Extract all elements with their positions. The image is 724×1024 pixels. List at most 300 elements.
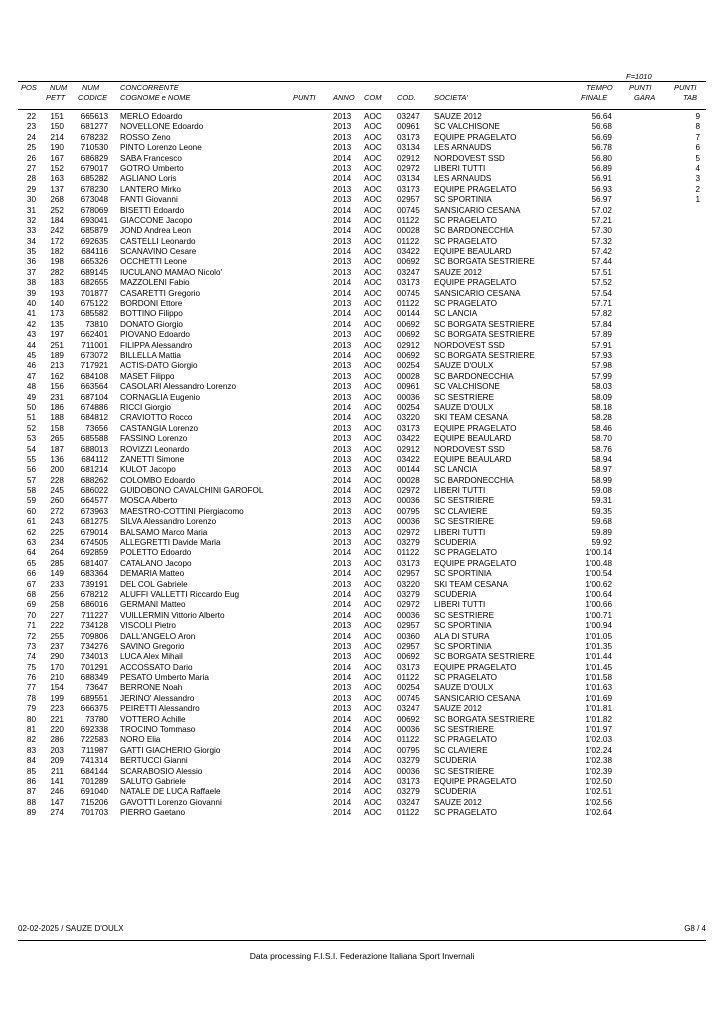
table-row	[0, 382, 724, 392]
cell-anno: 2013	[333, 444, 352, 454]
cell-punti-tab: 2	[695, 184, 700, 194]
cell-com: AOC	[364, 423, 382, 433]
cell-codice: 678212	[80, 589, 108, 599]
cell-cod: 00254	[397, 683, 420, 693]
cell-pett: 147	[50, 797, 64, 807]
cell-pett: 141	[50, 777, 64, 786]
table-row	[0, 756, 724, 766]
cell-name: BERTUCCI Gianni	[120, 756, 188, 766]
cell-societa: EQUIPE PRAGELATO	[434, 184, 517, 194]
cell-name: PIOVANO Edoardo	[120, 330, 190, 340]
cell-pos: 66	[26, 569, 36, 579]
table-row	[0, 725, 724, 735]
cell-codice: 709806	[80, 631, 108, 641]
cell-pos: 46	[26, 361, 36, 371]
cell-com: AOC	[364, 444, 382, 454]
cell-pett: 183	[50, 278, 64, 288]
cell-codice: 701703	[80, 808, 108, 818]
cell-com: AOC	[364, 319, 382, 329]
cell-pos: 73	[26, 641, 36, 651]
cell-anno: 2013	[333, 652, 352, 662]
table-row	[0, 247, 724, 257]
cell-name: CORNAGLIA Eugenio	[120, 392, 201, 402]
cell-anno: 2014	[333, 205, 352, 215]
cell-pos: 87	[26, 787, 36, 797]
table-row	[0, 289, 724, 299]
table-row	[0, 652, 724, 662]
cell-codice: 734128	[80, 621, 108, 631]
header-top-rule	[18, 81, 706, 82]
cell-cod: 03422	[397, 434, 420, 444]
table-row	[0, 777, 724, 787]
cell-societa: SAUZE D'OULX	[434, 402, 494, 412]
cell-codice: 688262	[80, 475, 108, 485]
cell-pett: 225	[50, 527, 64, 537]
cell-punti-tab: 4	[695, 163, 700, 173]
cell-pos: 88	[26, 797, 36, 807]
cell-pos: 60	[26, 506, 36, 516]
cell-name: ACCOSSATO Dario	[120, 662, 193, 672]
cell-tempo: 1'02.50	[585, 777, 612, 786]
cell-tempo: 1'00.66	[585, 600, 612, 610]
cell-pos: 34	[26, 236, 36, 246]
cell-tempo: 56.89	[591, 163, 612, 173]
cell-pos: 42	[26, 319, 36, 329]
cell-societa: EQUIPE PRAGELATO	[434, 777, 517, 786]
cell-tempo: 1'01.69	[585, 693, 612, 703]
cell-pett: 173	[50, 309, 64, 319]
cell-codice: 679017	[80, 163, 108, 173]
cell-pos: 54	[26, 444, 36, 454]
cell-cod: 03247	[397, 267, 420, 277]
cell-pett: 220	[50, 725, 64, 735]
cell-pett: 152	[50, 163, 64, 173]
cell-pos: 75	[26, 662, 36, 672]
cell-codice: 666375	[80, 704, 108, 714]
cell-name: POLETTO Edoardo	[120, 548, 192, 558]
cell-cod: 01122	[397, 808, 420, 818]
cell-name: PEIRETTI Alessandro	[120, 704, 200, 714]
cell-anno: 2014	[333, 714, 352, 724]
table-row	[0, 424, 724, 434]
cell-pos: 26	[26, 153, 36, 163]
cell-pos: 36	[26, 257, 36, 267]
cell-cod: 01122	[397, 215, 420, 225]
cell-com: AOC	[364, 486, 382, 496]
cell-com: AOC	[364, 714, 382, 724]
table-row	[0, 393, 724, 403]
cell-com: AOC	[364, 288, 382, 298]
table-row	[0, 621, 724, 631]
cell-societa: EQUIPE BEAULARD	[434, 247, 512, 257]
cell-codice: 722583	[80, 735, 108, 745]
table-row	[0, 372, 724, 382]
cell-name: ALLEGRETTI Davide Maria	[120, 538, 221, 548]
cell-name: ACTIS-DATO Giorgio	[120, 361, 198, 371]
cell-societa: SC SPORTINIA	[434, 569, 492, 579]
cell-com: AOC	[364, 569, 382, 579]
cell-name: ALUFFI VALLETTI Riccardo Eug	[120, 589, 240, 599]
table-row	[0, 237, 724, 247]
cell-cod: 01122	[397, 735, 420, 745]
cell-cod: 00692	[397, 257, 420, 267]
cell-tempo: 57.21	[591, 215, 612, 225]
cell-name: GAVOTTI Lorenzo Giovanni	[120, 797, 222, 807]
cell-codice: 678069	[80, 205, 108, 215]
cell-pos: 27	[26, 163, 36, 173]
cell-codice: 663564	[80, 382, 108, 392]
table-row	[0, 361, 724, 371]
cell-name: BOTTINO Filippo	[120, 309, 183, 319]
cell-pos: 52	[26, 423, 36, 433]
cell-codice: 674505	[80, 538, 108, 548]
cell-societa: LIBERI TUTTI	[434, 600, 486, 610]
cell-anno: 2013	[333, 517, 352, 527]
cell-tempo: 1'00.64	[585, 589, 612, 599]
cell-codice: 675122	[80, 299, 108, 309]
cell-pos: 39	[26, 288, 36, 298]
cell-name: AGLIANO Loris	[120, 174, 177, 184]
table-row	[0, 476, 724, 486]
cell-com: AOC	[364, 402, 382, 412]
cell-codice: 684108	[80, 371, 108, 381]
cell-name: BALSAMO Marco Maria	[120, 527, 208, 537]
cell-tempo: 1'01.45	[585, 662, 612, 672]
table-row	[0, 309, 724, 319]
table-row	[0, 278, 724, 288]
cell-societa: SANSICARIO CESANA	[434, 205, 521, 215]
cell-name: DALL'ANGELO Aron	[120, 631, 196, 641]
cell-societa: SCUDERIA	[434, 756, 477, 766]
cell-name: MASET Filippo	[120, 371, 175, 381]
cell-name: NATALE DE LUCA Raffaele	[120, 787, 221, 797]
cell-anno: 2013	[333, 195, 352, 205]
cell-codice: 681275	[80, 517, 108, 527]
cell-codice: 687104	[80, 392, 108, 402]
cell-tempo: 58.70	[591, 434, 612, 444]
cell-com: AOC	[364, 652, 382, 662]
cell-anno: 2014	[333, 569, 352, 579]
table-row	[0, 507, 724, 517]
cell-pett: 197	[50, 330, 64, 340]
cell-anno: 2014	[333, 247, 352, 257]
cell-societa: SC VALCHISONE	[434, 122, 500, 132]
cell-societa: EQUIPE PRAGELATO	[434, 423, 517, 433]
cell-pos: 58	[26, 486, 36, 496]
table-row	[0, 330, 724, 340]
header-num-pett-2: PETT	[46, 93, 66, 102]
cell-name: FASSINO Lorenzo	[120, 434, 188, 444]
cell-punti-tab: 8	[695, 122, 700, 132]
fis-factor: F=1010	[626, 72, 652, 81]
cell-name: PIERRO Gaetano	[120, 808, 186, 818]
table-row	[0, 320, 724, 330]
cell-societa: NORDOVEST SSD	[434, 340, 505, 350]
cell-tempo: 56.64	[591, 112, 612, 121]
cell-codice: 678230	[80, 184, 108, 194]
cell-com: AOC	[364, 517, 382, 527]
cell-tempo: 56.78	[591, 143, 612, 153]
cell-codice: 681277	[80, 122, 108, 132]
table-row	[0, 569, 724, 579]
cell-name: ROSSO Zeno	[120, 132, 171, 142]
cell-pett: 290	[50, 652, 64, 662]
cell-tempo: 1'01.44	[585, 652, 612, 662]
cell-name: SILVA Alessandro Lorenzo	[120, 517, 217, 527]
cell-codice: 692859	[80, 548, 108, 558]
cell-societa: SANSICARIO CESANA	[434, 288, 521, 298]
cell-com: AOC	[364, 506, 382, 516]
cell-com: AOC	[364, 766, 382, 776]
table-row	[0, 715, 724, 725]
cell-tempo: 56.68	[591, 122, 612, 132]
cell-cod: 03422	[397, 247, 420, 257]
cell-cod: 02912	[397, 340, 420, 350]
cell-anno: 2014	[333, 766, 352, 776]
table-row	[0, 257, 724, 267]
cell-cod: 02957	[397, 621, 420, 631]
cell-anno: 2013	[333, 184, 352, 194]
cell-pos: 64	[26, 548, 36, 558]
table-row	[0, 496, 724, 506]
cell-tempo: 57.52	[591, 278, 612, 288]
cell-com: AOC	[364, 371, 382, 381]
table-row	[0, 268, 724, 278]
cell-pett: 234	[50, 538, 64, 548]
table-row	[0, 704, 724, 714]
cell-com: AOC	[364, 589, 382, 599]
cell-pett: 167	[50, 153, 64, 163]
cell-cod: 00961	[397, 382, 420, 392]
cell-anno: 2014	[333, 475, 352, 485]
cell-punti-tab: 1	[695, 195, 700, 205]
cell-pett: 184	[50, 215, 64, 225]
header-num-codice-2: CODICE	[78, 93, 108, 102]
cell-codice: 673072	[80, 350, 108, 360]
cell-codice: 685582	[80, 309, 108, 319]
cell-societa: SC SESTRIERE	[434, 496, 495, 506]
cell-tempo: 1'00.62	[585, 579, 612, 589]
cell-pett: 163	[50, 174, 64, 184]
cell-cod: 03279	[397, 787, 420, 797]
cell-cod: 03247	[397, 112, 420, 121]
cell-tempo: 57.82	[591, 309, 612, 319]
table-row	[0, 735, 724, 745]
cell-tempo: 1'02.39	[585, 766, 612, 776]
cell-punti-tab: 6	[695, 143, 700, 153]
cell-name: CASTANGIA Lorenzo	[120, 423, 199, 433]
cell-societa: SC SESTRIERE	[434, 392, 495, 402]
cell-pett: 193	[50, 288, 64, 298]
cell-cod: 00692	[397, 319, 420, 329]
cell-cod: 03173	[397, 777, 420, 786]
table-row	[0, 663, 724, 673]
cell-pos: 25	[26, 143, 36, 153]
cell-codice: 686829	[80, 153, 108, 163]
cell-com: AOC	[364, 693, 382, 703]
cell-com: AOC	[364, 153, 382, 163]
cell-com: AOC	[364, 247, 382, 257]
cell-societa: SAUZE 2012	[434, 704, 482, 714]
cell-pos: 41	[26, 309, 36, 319]
cell-pett: 255	[50, 631, 64, 641]
table-row	[0, 403, 724, 413]
cell-codice: 686016	[80, 600, 108, 610]
cell-codice: 684144	[80, 766, 108, 776]
cell-pett: 274	[50, 808, 64, 818]
cell-cod: 00360	[397, 631, 420, 641]
cell-pett: 231	[50, 392, 64, 402]
cell-pett: 285	[50, 558, 64, 568]
cell-pos: 85	[26, 766, 36, 776]
cell-anno: 2014	[333, 725, 352, 735]
cell-tempo: 58.03	[591, 382, 612, 392]
cell-pett: 135	[50, 319, 64, 329]
header-punti-gara-1: PUNTI	[629, 83, 652, 92]
cell-tempo: 57.42	[591, 247, 612, 257]
cell-tempo: 1'01.35	[585, 641, 612, 651]
cell-punti-tab: 5	[695, 153, 700, 163]
cell-pos: 30	[26, 195, 36, 205]
cell-tempo: 56.97	[591, 195, 612, 205]
cell-cod: 00036	[397, 392, 420, 402]
cell-pett: 237	[50, 641, 64, 651]
cell-pos: 51	[26, 413, 36, 423]
header-cod: COD.	[397, 93, 416, 102]
cell-pett: 227	[50, 610, 64, 620]
cell-com: AOC	[364, 579, 382, 589]
table-row	[0, 787, 724, 797]
cell-pett: 286	[50, 735, 64, 745]
cell-anno: 2014	[333, 278, 352, 288]
table-row	[0, 445, 724, 455]
table-row	[0, 455, 724, 465]
header-punti: PUNTI	[293, 93, 316, 102]
cell-cod: 00692	[397, 714, 420, 724]
cell-societa: NORDOVEST SSD	[434, 153, 505, 163]
table-row	[0, 216, 724, 226]
header-bottom-rule	[18, 109, 706, 110]
cell-com: AOC	[364, 465, 382, 475]
cell-pett: 188	[50, 413, 64, 423]
cell-societa: LES ARNAUDS	[434, 174, 492, 184]
cell-name: VISCOLI Pietro	[120, 621, 176, 631]
cell-tempo: 56.80	[591, 153, 612, 163]
cell-com: AOC	[364, 538, 382, 548]
table-row	[0, 465, 724, 475]
cell-codice: 684112	[81, 454, 108, 464]
cell-societa: LIBERI TUTTI	[434, 486, 486, 496]
cell-pett: 156	[50, 382, 64, 392]
cell-name: GUIDOBONO CAVALCHINI GAROFOL	[120, 486, 264, 496]
cell-com: AOC	[364, 184, 382, 194]
cell-com: AOC	[364, 226, 382, 236]
cell-anno: 2014	[333, 735, 352, 745]
cell-cod: 02957	[397, 641, 420, 651]
cell-com: AOC	[364, 641, 382, 651]
table-row	[0, 559, 724, 569]
cell-cod: 03173	[397, 184, 420, 194]
cell-societa: SC PRAGELATO	[434, 215, 497, 225]
cell-pett: 265	[50, 434, 64, 444]
cell-pos: 49	[26, 392, 36, 402]
cell-pett: 268	[50, 195, 64, 205]
cell-cod: 03134	[397, 143, 420, 153]
cell-cod: 03220	[397, 579, 420, 589]
cell-tempo: 56.93	[591, 184, 612, 194]
cell-cod: 00795	[397, 506, 420, 516]
table-row	[0, 632, 724, 642]
cell-pett: 246	[50, 787, 64, 797]
cell-pett: 203	[50, 745, 64, 755]
cell-pett: 199	[50, 693, 64, 703]
table-row	[0, 528, 724, 538]
cell-anno: 2013	[333, 330, 352, 340]
cell-cod: 01122	[397, 673, 420, 683]
cell-com: AOC	[364, 631, 382, 641]
cell-cod: 00795	[397, 745, 420, 755]
cell-com: AOC	[364, 683, 382, 693]
cell-pett: 251	[50, 340, 64, 350]
cell-anno: 2013	[333, 683, 352, 693]
cell-societa: SKI TEAM CESANA	[434, 579, 509, 589]
cell-anno: 2013	[333, 267, 352, 277]
cell-anno: 2014	[333, 319, 352, 329]
cell-pett: 190	[50, 143, 64, 153]
cell-tempo: 1'00.48	[585, 558, 612, 568]
cell-name: BERRONE Noah	[120, 683, 183, 693]
cell-codice: 73780	[85, 714, 108, 724]
cell-pos: 29	[26, 184, 36, 194]
header-punti-tab-2: TAB	[683, 93, 698, 102]
cell-cod: 00745	[397, 205, 420, 215]
cell-name: BISETTI Edoardo	[120, 205, 185, 215]
header-concorrente-1: CONCORRENTE	[120, 83, 179, 92]
table-row	[0, 694, 724, 704]
cell-societa: SC PRAGELATO	[434, 735, 497, 745]
cell-name: JOND Andrea Leon	[120, 226, 192, 236]
cell-codice: 684116	[81, 247, 108, 257]
cell-punti-tab: 7	[695, 132, 700, 142]
cell-tempo: 57.51	[591, 267, 612, 277]
cell-pett: 233	[50, 579, 64, 589]
cell-societa: SC PRAGELATO	[434, 673, 497, 683]
header-num-codice-1: NUM	[82, 83, 100, 92]
cell-name: PESATO Umberto Maria	[120, 673, 209, 683]
cell-pos: 35	[26, 247, 36, 257]
table-row	[0, 611, 724, 621]
cell-tempo: 1'01.81	[585, 704, 612, 714]
cell-cod: 02912	[397, 444, 420, 454]
cell-codice: 701877	[80, 288, 108, 298]
cell-societa: SC BARDONECCHIA	[434, 371, 514, 381]
cell-cod: 00036	[397, 610, 420, 620]
cell-cod: 03173	[397, 423, 420, 433]
cell-anno: 2013	[333, 579, 352, 589]
cell-pett: 187	[50, 444, 64, 454]
cell-cod: 00254	[397, 402, 420, 412]
cell-codice: 674886	[80, 402, 108, 412]
cell-name: CASOLARI Alessandro Lorenzo	[120, 382, 237, 392]
cell-punti-tab: 3	[695, 174, 700, 184]
cell-tempo: 57.30	[591, 226, 612, 236]
results-table-header	[0, 72, 724, 106]
header-pos: POS	[21, 83, 37, 92]
cell-anno: 2013	[333, 163, 352, 173]
cell-cod: 00144	[397, 465, 420, 475]
cell-pos: 57	[26, 475, 36, 485]
cell-societa: SC SESTRIERE	[434, 517, 495, 527]
